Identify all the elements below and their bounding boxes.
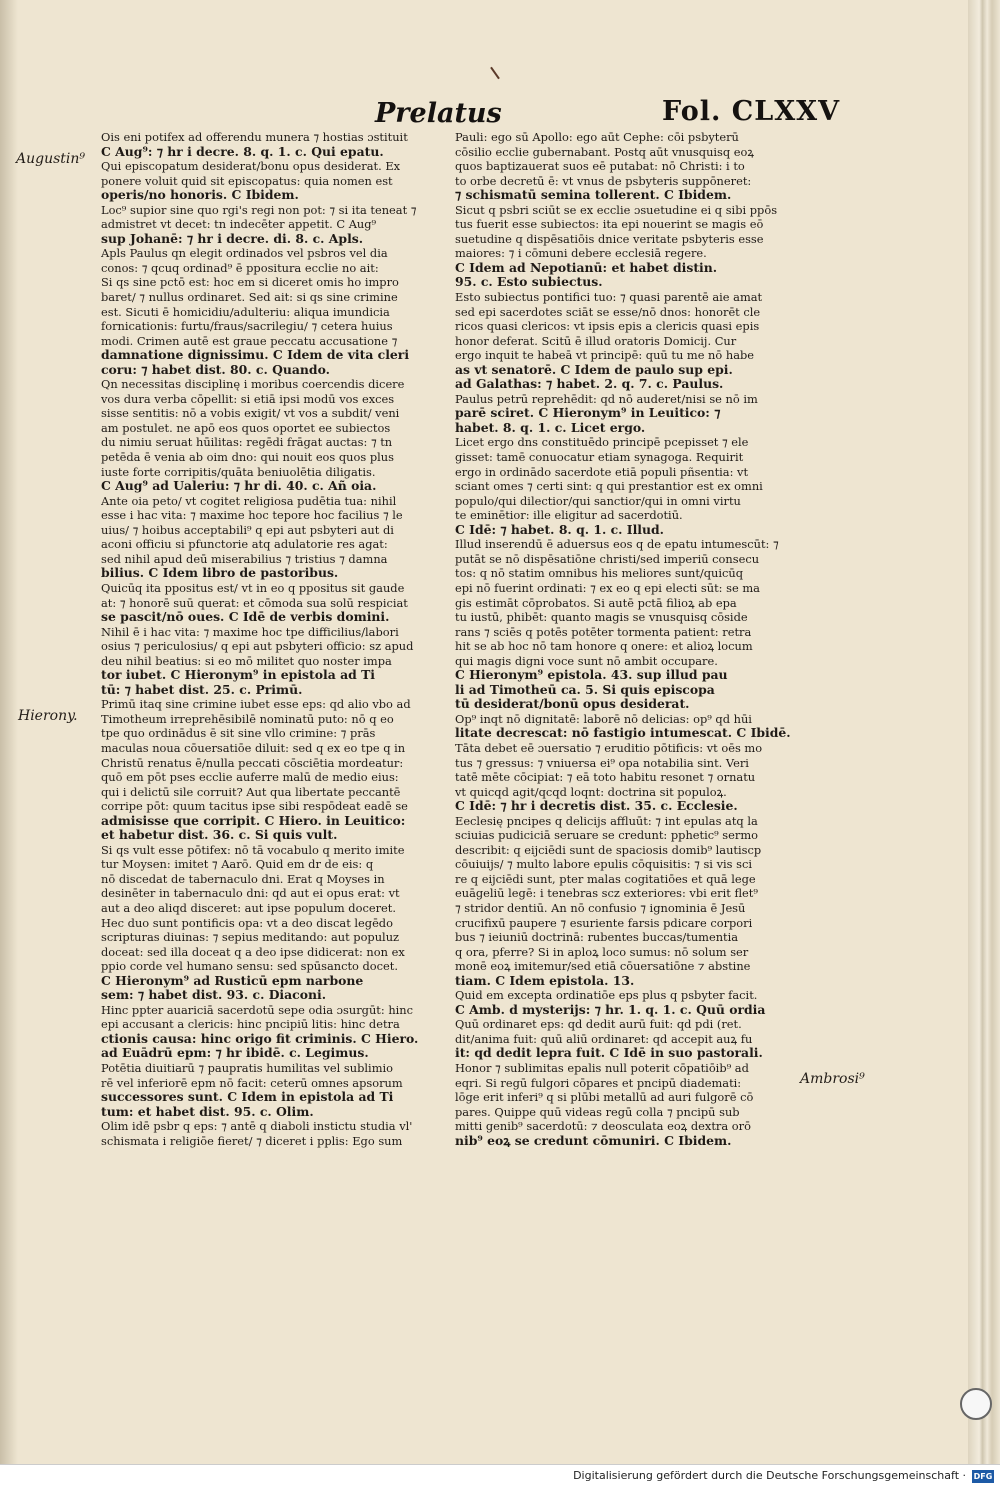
rubric-line: tiam. C Idem epistola. 13.: [455, 973, 635, 988]
text-line: Apls Paulus qn elegit ordinados vel psbros vel dia: [101, 246, 388, 261]
rubric-line: C Idē: ⁊ habet. 8. q. 1. c. Illud.: [455, 522, 664, 537]
text-line: sciant omes ⁊ certi sint: q qui prestantior est ex omni: [455, 479, 763, 494]
running-head: Prelatus: [375, 98, 502, 129]
text-line: vos dura verba cōpellit: si etiā ipsi modū vos exces: [101, 391, 395, 406]
text-line: Si qs sine pctō est: hoc em si diceret omis ho impro: [101, 275, 399, 290]
text-line: esse i hac vita: ⁊ maxime hoc tepore hoc facilius ⁊ le: [101, 508, 403, 523]
text-line: monē eoꝝ imitemur/sed etiā cōuersatiōne ⁊ abstine: [455, 959, 751, 974]
margin-note-hieronymus: Hierony.: [18, 708, 78, 724]
text-line: maiores: ⁊ i cōmuni debere ecclesiā regere.: [455, 246, 707, 261]
left-text-column: [101, 130, 465, 1148]
rubric-line: C Idem ad Nepotianū: et habet distin.: [455, 260, 718, 275]
rubric-line: as vt senatorē. C Idem de paulo sup epi.: [455, 362, 733, 377]
rubric-line: 95. c. Esto subiectus.: [455, 275, 603, 290]
rubric-line: se pascit/nō oues. C Idē de verbis domini.: [101, 610, 390, 625]
text-line: at: ⁊ honorē suū querat: et cōmoda sua solū respiciat: [101, 595, 408, 610]
text-line: Nihil ē i hac vita: ⁊ maxime hoc tpe difficilius/labori: [101, 624, 399, 639]
text-line: te eminētior: ille eligitur ad sacerdotiū.: [455, 508, 683, 523]
text-line: deu nihil beatius: si eo mō militet quo noster impa: [101, 653, 392, 668]
text-line: Ois eni potifex ad offerendu munera ⁊ hostias ɔstituit: [101, 130, 408, 144]
rubric-line: C Hieronym⁹ ad Rusticū epm narbone: [101, 973, 364, 988]
text-line: Pauli: ego sū Apollo: ego aūt Cephe: cōi psbyterū: [455, 130, 739, 144]
text-line: tus fuerit esse subiectos: ita epi nouerint se magis eō: [455, 217, 764, 232]
text-line: Olim idē psbr q eps: ⁊ antē q diaboli instictu studia vl': [101, 1119, 413, 1134]
rubric-line: sup Johanē: ⁊ hr i decre. di. 8. c. Apls.: [101, 231, 364, 246]
text-line: ergo in ordinādo sacerdote etiā populi pñsentia: vt: [455, 464, 749, 479]
text-line: sed nihil apud deū miserabilius ⁊ tristius ⁊ damna: [101, 551, 388, 566]
text-line: gis estimāt cōprobatos. Si autē pctā filioꝝ ab epa: [455, 595, 737, 610]
rubric-line: sem: ⁊ habet dist. 93. c. Diaconi.: [101, 988, 327, 1003]
text-line: re q eijciēdi sunt, pter malas cogitatiōes et quā lege: [455, 871, 756, 886]
text-line: tos: q nō statim omnibus his meliores sunt/quicūq: [455, 566, 744, 581]
text-line: ricos quasi clericos: vt ipsis epis a clericis quasi epis: [455, 319, 760, 334]
right-text-column: [455, 130, 800, 1148]
text-line: populo/qui dilectior/qui sanctior/qui in omni virtu: [455, 493, 741, 508]
text-line: Tāta debet eē ɔuersatio ⁊ eruditio pōtificis: vt oēs mo: [455, 740, 763, 755]
text-line: ⁊ stridor dentiū. An nō confusio ⁊ ignominia ē Jesū: [455, 900, 746, 915]
text-line: pares. Quippe quū videas regū colla ⁊ pncipū sub: [455, 1104, 740, 1119]
rubric-line: C Aug⁹ ad Ualeriu: ⁊ hr di. 40. c. Añ oia.: [101, 479, 377, 494]
text-line: Quid em excepta ordinatiōe eps plus q psbyter facit.: [455, 988, 758, 1003]
rubric-line: parē sciret. C Hieronym⁹ in Leuitico: ⁊: [455, 406, 721, 421]
text-line: qui magis digni voce sunt nō ambit occupare.: [455, 653, 718, 668]
text-line: osius ⁊ periculosius/ q epi aut psbyteri officio: sz apud: [101, 639, 414, 654]
text-line: Loc⁹ supior sine quo rgi's regi non pot: ⁊ si ita teneat ⁊: [101, 202, 417, 217]
footer-bar: [0, 1464, 1000, 1489]
rubric-line: tū desiderat/bonū opus desiderat.: [455, 697, 690, 712]
text-line: Licet ergo dns constituēdo principē pcepisset ⁊ ele: [455, 435, 749, 450]
text-line: Potētia diuitiarū ⁊ paupratis humilitas vel sublimio: [101, 1061, 393, 1075]
text-line: nō discedat de tabernaculo dni. Erat q Moyses in: [101, 871, 385, 886]
text-line: euāgeliū legē: i tenebras scz exteriores: vbi erit flet⁹: [455, 886, 758, 901]
rubric-line: C Idē: ⁊ hr i decretis dist. 35. c. Ecclesie.: [455, 799, 738, 814]
text-line: du nimiu seruat hūilitas: regēdi frāgat auctas: ⁊ tn: [101, 435, 393, 450]
text-line: Hec duo sunt pontificis opa: vt a deo discat legēdo: [101, 915, 393, 930]
text-line: tus ⁊ gressus: ⁊ vniuersa ei⁹ opa notabilia sint. Veri: [455, 755, 749, 770]
text-line: epi accusant a clericis: hinc pncipiū litis: hinc detra: [101, 1017, 400, 1032]
rubric-line: damnatione dignissimu. C Idem de vita cleri: [101, 348, 410, 363]
rubric-line: ⁊ schismatū semina tollerent. C Ibidem.: [455, 188, 732, 203]
text-line: Si qs vult esse pōtifex: nō tā vocabulo q merito imite: [101, 842, 405, 857]
rubric-line: habet. 8. q. 1. c. Licet ergo.: [455, 420, 646, 435]
text-line: Christū renatus ē/nulla peccati cōsciētia mordeatur:: [101, 755, 404, 770]
text-line: schismata i religiōe fieret/ ⁊ diceret i pplis: Ego sum: [101, 1133, 403, 1148]
rubric-line: admisisse que corripit. C Hiero. in Leuitico:: [101, 813, 406, 828]
text-line: Qui episcopatum desiderat/bonu opus desiderat. Ex: [101, 159, 401, 174]
margin-note-augustinus: Augustin⁹: [16, 151, 86, 167]
text-line: sisse sentitis: nō a vobis exigit/ vt vos a subdit/ veni: [101, 406, 400, 421]
text-line: putāt se nō dispēsatiōne christi/sed imperiū consecu: [455, 551, 760, 566]
text-line: rē vel inferiorē epm nō facit: ceterū omnes apsorum: [101, 1075, 403, 1090]
text-line: maculas noua cōuersatiōe diluit: sed q ex eo tpe q in: [101, 740, 406, 755]
rubric-line: successores sunt. C Idem in epistola ad Ti: [101, 1090, 394, 1105]
rubric-line: C Aug⁹: ⁊ hr i decre. 8. q. 1. c. Qui epatu.: [101, 144, 384, 159]
text-line: bus ⁊ ieiuniū doctrinā: rubentes buccas/tumentia: [455, 930, 739, 945]
text-line: lōge erit inferi⁹ q si plūbi metallū ad auri fulgorē cō: [455, 1090, 754, 1105]
text-line: Paulus petrū reprehēdit: qd nō auderet/nisi se nō im: [455, 391, 758, 406]
text-line: desinēter in tabernaculo dni: qd aut ei opus erat: vt: [101, 886, 400, 901]
text-line: ergo inquit te habeā vt principē: quū tu me nō habe: [455, 348, 755, 363]
rubric-line: litate decrescat: nō fastigio intumescat. C Ibidē.: [455, 726, 791, 741]
text-line: corripe pōt: quum tacitus ipse sibi respōdeat eadē se: [101, 799, 408, 814]
text-line: to orbe decretū ē: vt vnus de psbyteris suppōneret:: [455, 173, 752, 188]
text-line: sed epi sacerdotes sciāt se esse/nō dnos: honorēt cle: [455, 304, 761, 319]
rubric-line: C Amb. d mysterijs: ⁊ hr. 1. q. 1. c. Quū ordia: [455, 1002, 766, 1017]
text-line: admistret vt decet: tn indecēter appetit. C Aug⁹: [101, 217, 377, 232]
text-line: describit: q eijciēdi sunt de spaciosis domib⁹ lautiscp: [455, 842, 762, 857]
rubric-line: tor iubet. C Hieronym⁹ in epistola ad Ti: [101, 668, 375, 683]
page-edges: [968, 0, 1000, 1464]
text-line: quō em pōt pses ecclie auferre malū de medio eius:: [101, 770, 399, 785]
text-line: uius/ ⁊ hoibus acceptabili⁹ q epi aut psbyteri aut di: [101, 522, 394, 537]
rubric-line: coru: ⁊ habet dist. 80. c. Quando.: [101, 362, 330, 377]
text-line: q ora, pferre? Si in aploꝝ loco sumus: nō solum ser: [455, 944, 749, 959]
text-line: Hinc ppter auariciā sacerdotū sepe odia ɔsurgūt: hinc: [101, 1002, 414, 1017]
text-line: sciuias pudiciciā seruare se credunt: pphetic⁹ sermo: [455, 828, 758, 843]
text-line: cōuiuijs/ ⁊ multo labore epulis cōquisitis: ⁊ si vis sci: [455, 857, 752, 872]
scan-reference-circle: [960, 1388, 992, 1420]
text-line: Primū itaq sine crimine iubet esse eps: qd alio vbo ad: [101, 697, 411, 712]
text-line: tur Moysen: imitet ⁊ Aarō. Quid em dr de eis: q: [101, 857, 374, 872]
text-line: Ante oia peto/ vt cogitet religiosa pudētia tua: nihil: [101, 493, 397, 508]
margin-note-ambrosius: Ambrosi⁹: [800, 1071, 865, 1087]
text-line: honor deferat. Scitū ē illud oratoris Domicij. Cur: [455, 333, 737, 348]
text-line: iuste forte corripitis/quāta beniuolētia diligatis.: [101, 464, 376, 479]
rubric-line: et habetur dist. 36. c. Si quis vult.: [101, 828, 338, 843]
text-line: aut a deo aliqd disceret: aut ipse populum doceret.: [101, 900, 396, 915]
text-line: gisset: tamē conuocatur etiam synagoga. Requirit: [455, 450, 744, 465]
text-line: Quicūq ita ppositus est/ vt in eo q ppositus sit gaude: [101, 580, 405, 595]
text-line: suetudine q dispēsatiōis dnice veritate psbyteris esse: [455, 231, 764, 246]
text-line: Quū ordinaret eps: qd dedit aurū fuit: qd pdi (ret.: [455, 1017, 742, 1032]
text-line: vt quicqd agit/qcqd loqnt: doctrina sit populoꝝ.: [455, 784, 727, 799]
text-line: Sicut q psbri sciūt se ex ecclie ɔsuetudine ei q sibi ppōs: [455, 202, 778, 217]
text-line: crucifixū paupere ⁊ esuriente farsis pdicare corpori: [455, 915, 753, 930]
text-line: qui i delictū sile corruit? Aut qua libertate peccantē: [101, 784, 401, 799]
rubric-line: operis/no honoris. C Ibidem.: [101, 188, 299, 203]
text-line: eqri. Si regū fulgori cōpares et pncipū diademati:: [455, 1075, 742, 1090]
text-line: Esto subiectus pontifici tuo: ⁊ quasi parentē aie amat: [455, 290, 763, 305]
text-line: tu iustū, phibēt: quanto magis se vnusquisq cōside: [455, 610, 748, 625]
rubric-line: tum: et habet dist. 95. c. Olim.: [101, 1104, 314, 1119]
text-line: Illud inserendū ē aduersus eos q de epatu intumescūt: ⁊: [455, 537, 779, 552]
text-line: ponere voluit quid sit episcopatus: quia nomen est: [101, 173, 393, 188]
text-line: modi. Crimen autē est graue peccatu accusatione ⁊: [101, 333, 398, 348]
text-line: Qn necessitas disciplinę i moribus coercendis dicere: [101, 377, 405, 392]
text-line: scripturas diuinas: ⁊ sepius meditando: aut populuz: [101, 930, 400, 945]
text-line: doceat: sed illa doceat q a deo ipse didicerat: non ex: [101, 944, 405, 959]
rubric-line: C Hieronym⁹ epistola. 43. sup illud pau: [455, 668, 728, 683]
text-line: hit se ab hoc nō tam honore q onere: et alioꝝ locum: [455, 639, 753, 654]
rubric-line: tū: ⁊ habet dist. 25. c. Primū.: [101, 682, 303, 697]
rubric-line: it: qd dedit lepra fuit. C Idē in suo pastorali.: [455, 1046, 763, 1061]
text-line: petēda ē venia ab oim dno: qui nouit eos quos plus: [101, 450, 394, 465]
text-line: cōsilio ecclie gubernabant. Postq aūt vnusquisq eoꝝ: [455, 144, 754, 159]
spine-shadow: [0, 0, 18, 1464]
text-line: epi nō fuerint ordinati: ⁊ ex eo q epi electi sūt: se ma: [455, 580, 760, 595]
rubric-line: ad Galathas: ⁊ habet. 2. q. 7. c. Paulus.: [455, 377, 724, 392]
text-line: rans ⁊ sciēs q potēs potēter tormenta patient: retra: [455, 624, 752, 639]
folio-number: Fol. CLXXV: [662, 96, 841, 127]
rubric-line: li ad Timotheū ca. 5. Si quis episcopa: [455, 682, 715, 697]
text-line: Eeclesię pncipes q delicijs affluūt: ⁊ int epulas atq la: [455, 813, 758, 828]
rubric-line: ad Euādrū epm: ⁊ hr ibidē. c. Legimus.: [101, 1046, 369, 1061]
text-line: Honor ⁊ sublimitas epalis null poterit cōpatiōib⁹ ad: [455, 1061, 749, 1075]
rubric-line: bilius. C Idem libro de pastoribus.: [101, 566, 339, 581]
dfg-logo: DFG: [973, 1472, 993, 1481]
text-line: fornicationis: furtu/fraus/sacrilegiu/ ⁊ cetera huius: [101, 319, 393, 334]
rubric-line: ctionis causa: hinc origo fit criminis. C Hiero.: [101, 1031, 419, 1046]
funding-credit: Digitalisierung gefördert durch die Deutsche Forschungsgemeinschaft ·: [573, 1469, 966, 1482]
text-line: conos: ⁊ qcuq ordinad⁹ ē ppositura ecclie no ait:: [101, 260, 379, 275]
text-line: tatē mēte cōcipiat: ⁊ eā toto habitu resonet ⁊ ornatu: [455, 770, 756, 785]
text-line: Op⁹ inqt nō dignitatē: laborē nō delicias: op⁹ qd hūi: [455, 711, 752, 726]
text-line: baret/ ⁊ nullus ordinaret. Sed ait: si qs sine crimine: [101, 290, 398, 305]
rubric-line: nib⁹ eoꝝ se credunt cōmuniri. C Ibidem.: [455, 1133, 732, 1148]
text-line: aconi officiu si pfunctorie atq adulatorie res agat:: [101, 537, 388, 552]
text-line: dit/anima fuit: quū aliū ordinaret: qd accepit auꝝ fu: [455, 1031, 753, 1046]
text-line: quos baptizauerat suos eē putabat: nō Christi: i to: [455, 159, 745, 174]
text-line: mitti genib⁹ sacerdotū: ⁊ deosculata eoꝝ dextra orō: [455, 1119, 751, 1134]
text-line: ppio corde vel humano sensu: sed spūsancto docet.: [101, 959, 398, 974]
text-line: Timotheum irreprehēsibilē nominatū puto: nō q eo: [101, 711, 394, 726]
text-line: tpe quo ordinādus ē sit sine vllo crimine: ⁊ prās: [101, 726, 376, 741]
text-line: est. Sicuti ē homicidiu/adulteriu: aliqua imundicia: [101, 304, 390, 319]
text-line: am postulet. ne apō eos quos oportet ee subiectos: [101, 420, 391, 435]
